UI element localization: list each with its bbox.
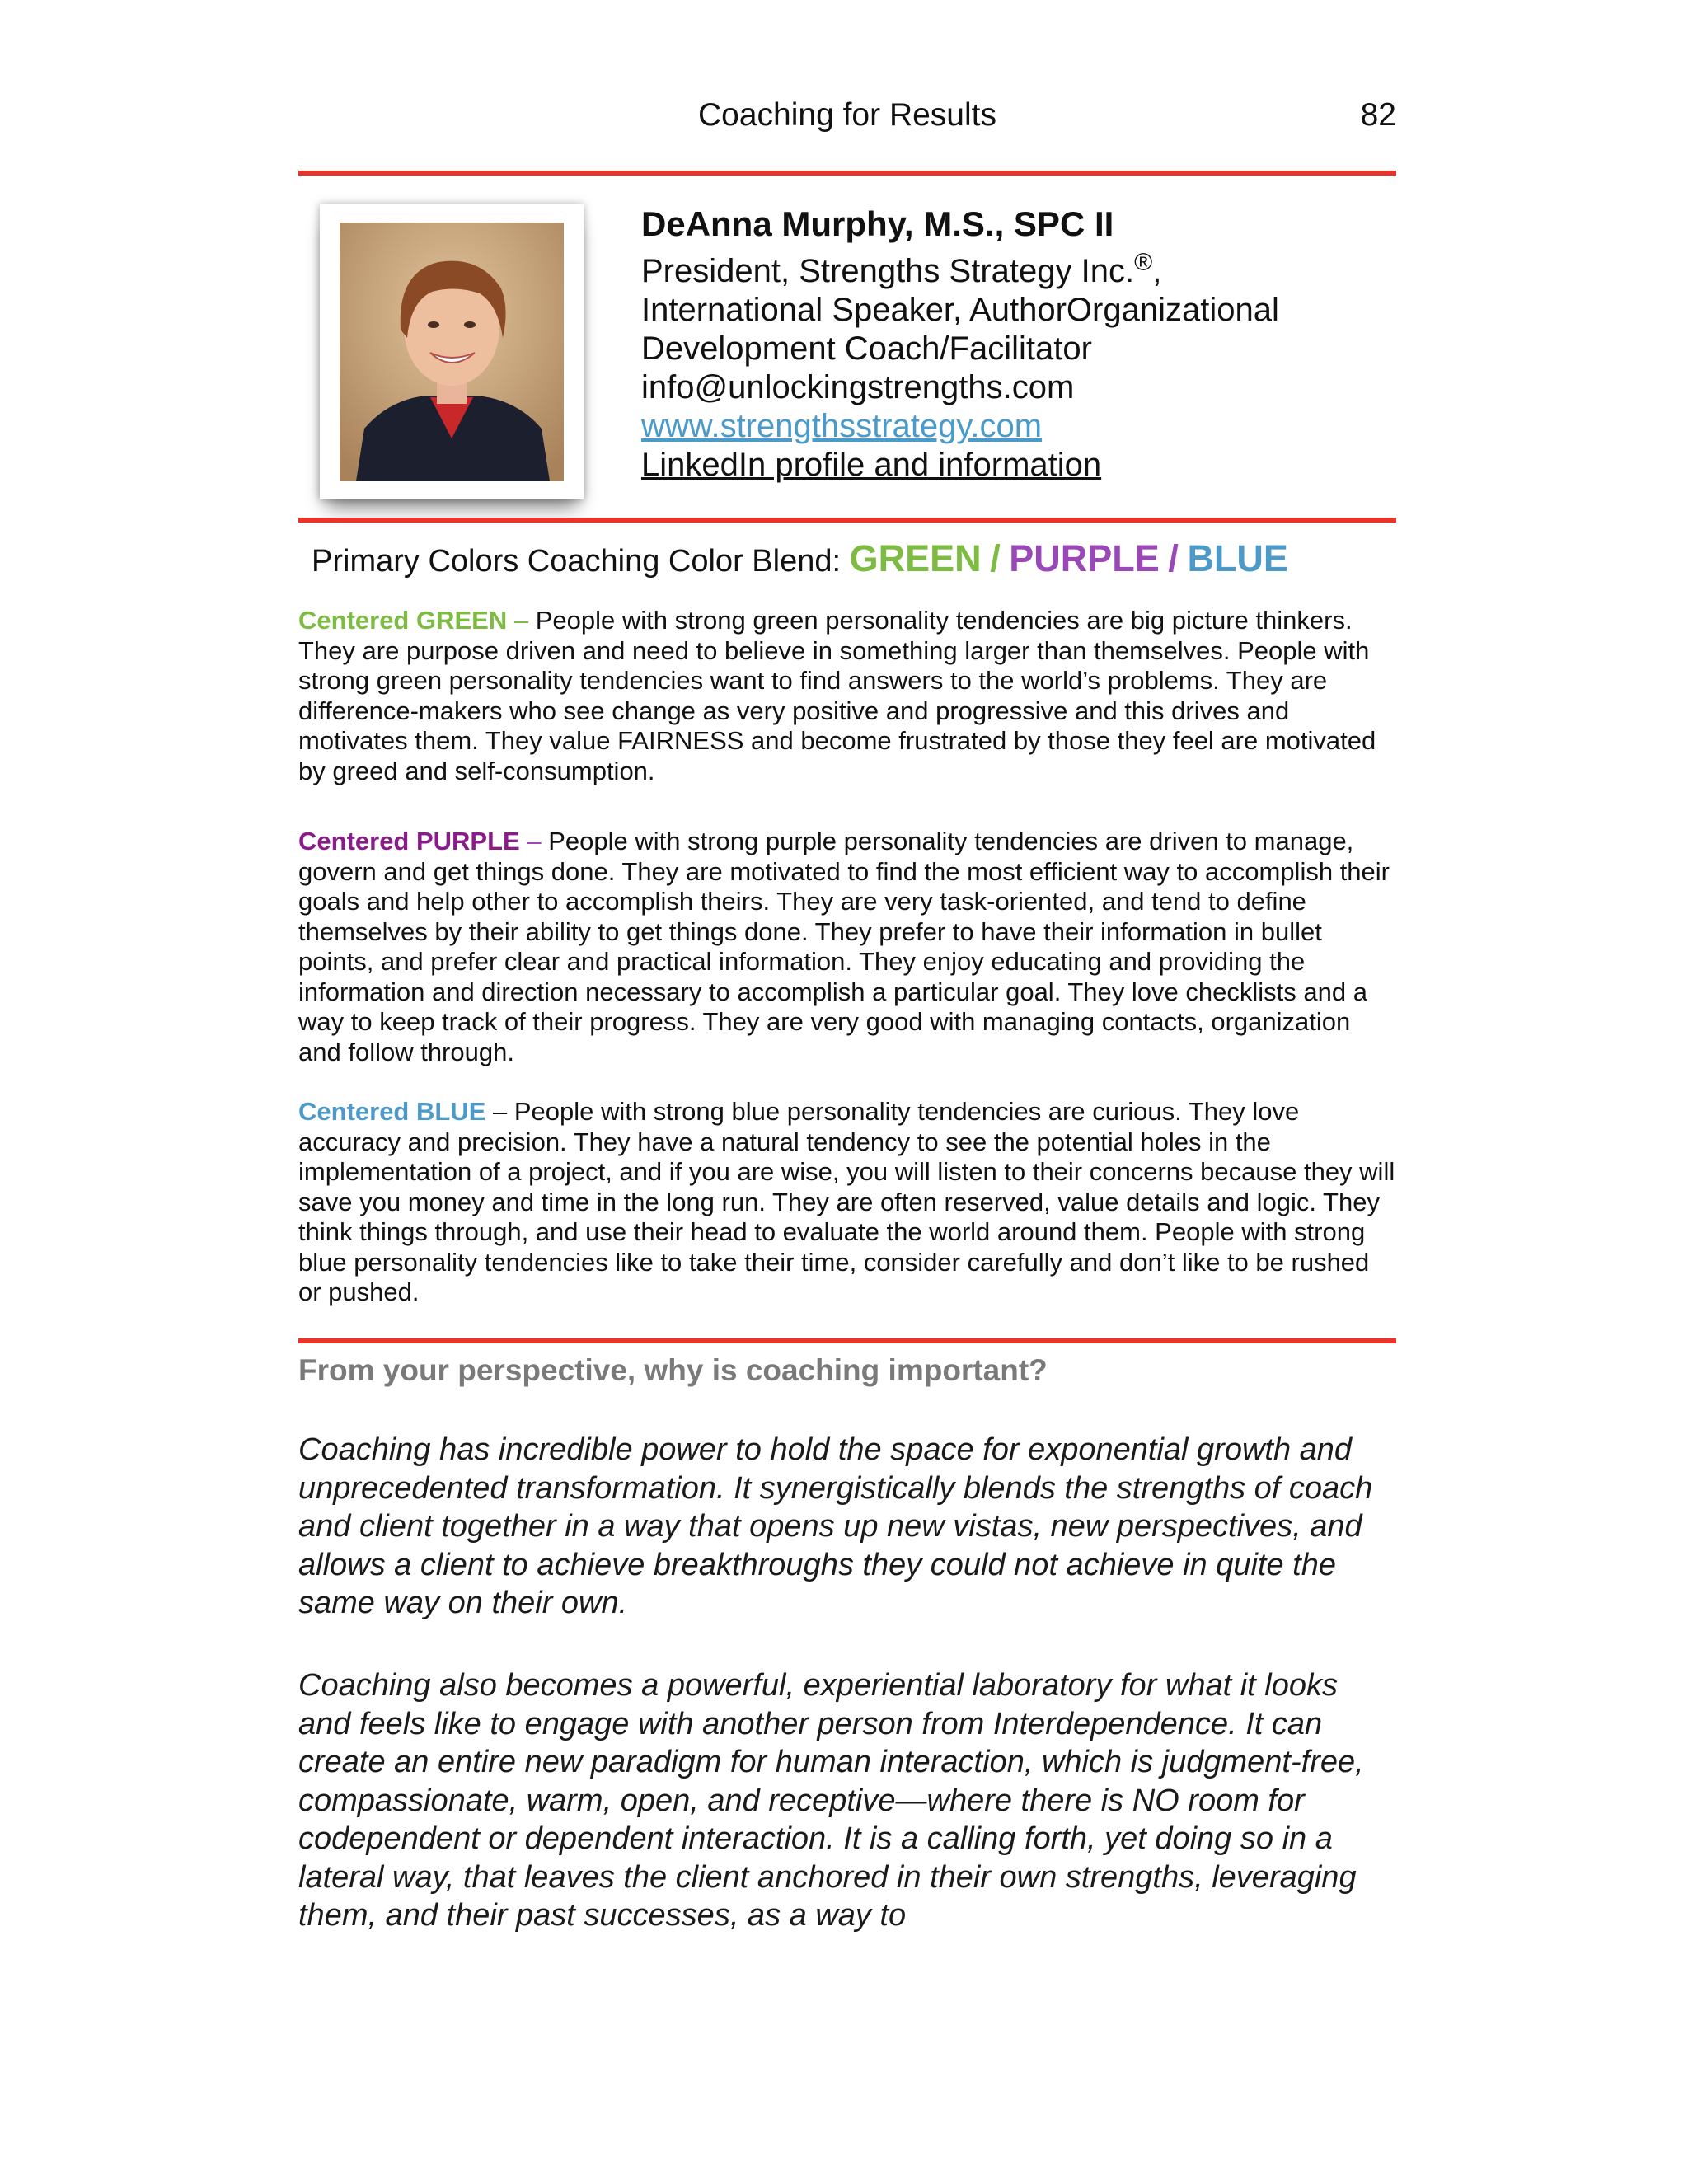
description-purple-text: People with strong purple personality tendencies are driven to manage, govern and get things done. They are motivated to find the most efficient way to accomplish their goals and help other to accomplish theirs. They are very task-oriented, and tend to define themselves by their ability to get things done. They prefer to have their information in bullet points, and prefer clear and practical information. They enjoy educating and providing the information and direction necessary to accomplish a particular goal. They love checklists and a way to keep track of their progress. They are very good with managing contacts, organization and follow through. [298,827,1390,1066]
portrait-image [340,223,564,481]
profile-photo-frame [320,204,584,499]
profile-name: DeAnna Murphy, M.S., SPC II [641,204,1114,243]
answer-paragraph: Coaching has incredible power to hold the space for exponential growth and unprecedented transformation. It synergistically blends the strengths of coach and client together in a way that opens up new vistas, new perspectives, and allows a client to achieve breakthroughs they could not achieve in quite the same way on their own. [298,1432,1373,1620]
page-number: 82 [1360,97,1396,133]
divider-top [298,171,1396,176]
description-green-text: People with strong green personality tendencies are big picture thinkers. They are purpose driven and need to believe in something larger than themselves. People with strong green personality tendencies want to find answers to the world’s problems. They are difference-makers who see change as very positive and progressive and this drives and motivates them. They value FAIRNESS and become frustrated by those they feel are motivated by greed and self-consumption. [298,606,1376,785]
running-header-title: Coaching for Results [697,97,996,133]
description-blue-lead: Centered BLUE [298,1097,486,1126]
description-purple-lead: Centered PURPLE [298,827,520,855]
description-green [298,606,1396,786]
color-blend-green: GREEN [849,537,982,579]
description-green-dash: – [507,606,536,635]
answer-paragraph-2: Coaching also becomes a powerful, experiential laboratory for what it looks and feels like to engage with another person from Interdependence. It can create an entire new paradigm for human interaction, which is judgment-free, compassionate, warm, open, and receptive—where there is NO room for codependent or dependent interaction. It is a calling forth, yet doing so in a lateral way, that leaves the client anchored in their own strengths, leveraging them, and their past successes, as a way to [298,1668,1364,1933]
color-blend-purple: PURPLE [1009,537,1160,579]
interview-question: From your perspective, why is coaching important? [298,1353,1048,1387]
description-blue-dash: – [485,1097,514,1126]
color-blend-blue: BLUE [1187,537,1288,579]
linkedin-link[interactable]: LinkedIn profile and information [641,447,1102,483]
profile-title-line [641,243,1396,291]
profile-role-line-2: Development Coach/Facilitator [641,330,1092,367]
website-link[interactable]: www.strengthsstrategy.com [641,408,1043,444]
description-blue [298,1097,1396,1308]
divider-bottom [298,1338,1396,1343]
description-purple [298,827,1396,1067]
color-blend-label: Primary Colors Coaching Color Blend: [312,544,842,579]
description-purple-dash: – [519,827,549,855]
profile-role-line: International Speaker, AuthorOrganizational [641,292,1279,328]
divider-middle [298,518,1396,523]
description-green-lead: Centered GREEN [298,606,508,635]
profile-title-text: President, Strengths Strategy Inc. [641,253,1135,289]
color-blend-line [312,537,1288,580]
running-header [298,97,1396,138]
profile-photo [340,223,564,481]
color-blend-separator-2: / [1168,537,1179,579]
profile-bio [641,204,1396,485]
description-blue-text: People with strong blue personality tendencies are curious. They love accuracy and precision. They have a natural tendency to see the potential holes in the implementation of a project, and if you are wise, you will listen to their concerns because they will save you money and time in the long run. They are often reserved, value details and logic. They think things through, and use their head to evaluate the world around them. People with strong blue personality tendencies like to take their time, consider carefully and don’t like to be rushed or pushed. [298,1097,1395,1306]
color-blend-separator: / [990,537,1001,579]
profile-email[interactable]: info@unlockingstrengths.com [641,369,1075,405]
registered-mark: ® [1134,249,1153,276]
profile-title-suffix: , [1152,253,1162,289]
